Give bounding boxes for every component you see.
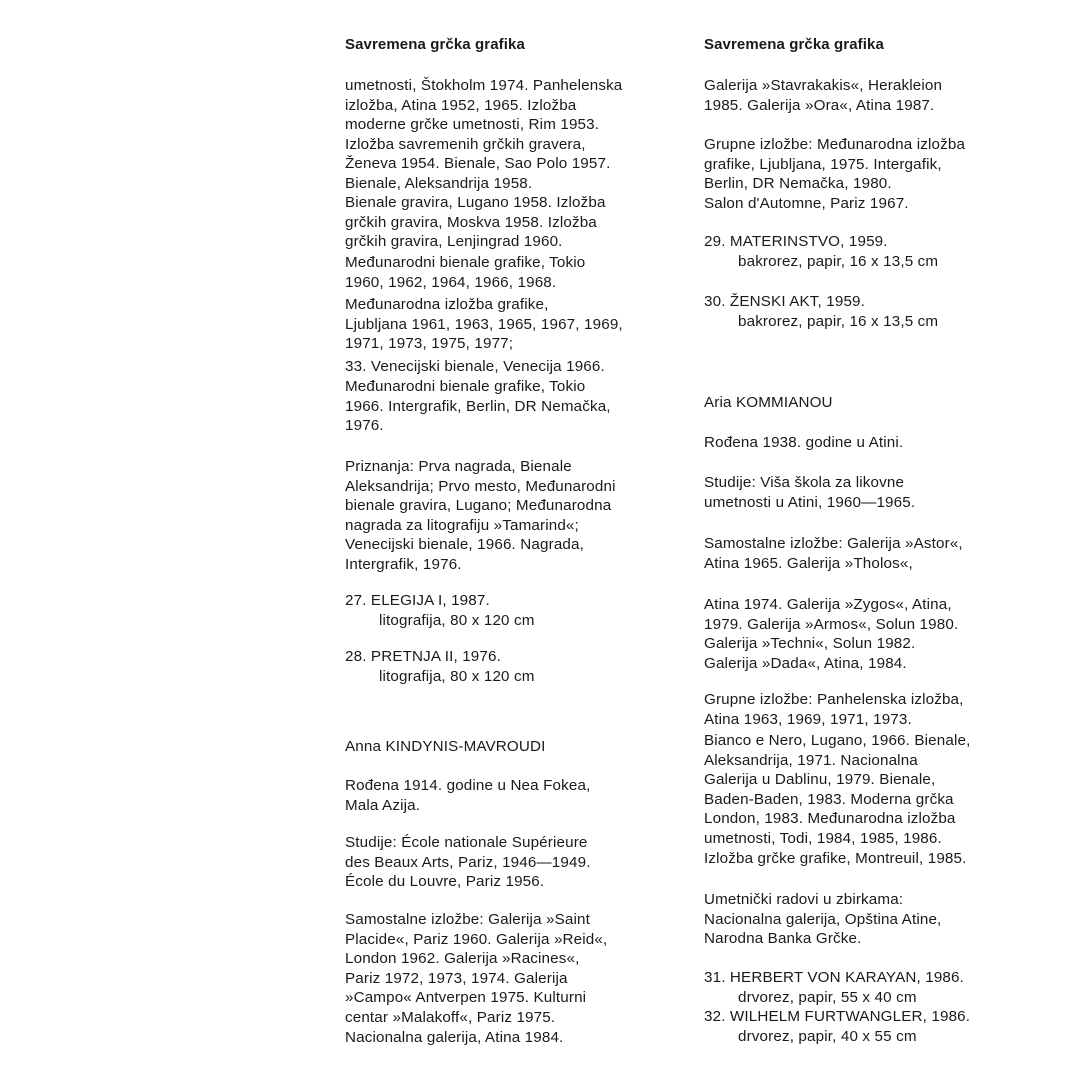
studies-text: Studije: École nationale Supérieure des Beaux Arts, Pariz, 1946—1949. École du Louvre, Pariz 1956. [345,834,591,891]
solo-exhibitions-text: Samostalne izložbe: Galerija »Saint Placide«, Pariz 1960. Galerija »Reid«, London 1962. Galerija »Racines«, Pariz 1972, 1973, 1974. Galerija »Campo« Antverpen 1975. Kulturni centar »Malakoff«, Pariz 1975. Nacionalna galerija, Atina 1984. [345,911,608,1046]
awards-text: Priznanja: Prva nagrada, Bienale Aleksandrija; Prvo mesto, Međunarodni bienale gravira, Lugano; Međunarodna nagrada za litografiju »Tamarind«; Venecijski bienale, 1966. Nagrada, Intergrafik, 1976. [345,458,616,573]
artwork-29: 29. MATERINSTVO, 1959. bakrorez, papir, 16 x 13,5 cm [704,233,939,270]
solo-exhibitions-text-2: Atina 1974. Galerija »Zygos«, Atina, 1979. Galerija »Armos«, Solun 1980. Galerija »Techni«, Solun 1982. Galerija »Dada«, Atina, 1984. [704,596,959,672]
group-exhibitions-text-2: Grupne izložbe: Panhelenska izložba, Atina 1963, 1969, 1971, 1973. [704,691,964,728]
artwork-32: 32. WILHELM FURTWANGLER, 1986. drvorez, papir, 40 x 55 cm [704,1008,971,1045]
exhibitions-text-5: 33. Venecijski bienale, Venecija 1966. [345,358,605,375]
solo-exhibitions-text-1: Samostalne izložbe: Galerija »Astor«, Atina 1965. Galerija »Tholos«, [704,535,963,572]
galleries-text: Galerija »Stavrakakis«, Herakleion 1985. Galerija »Ora«, Atina 1987. [704,77,943,114]
exhibitions-text-6: Međunarodni bienale grafike, Tokio 1966. Intergrafik, Berlin, DR Nemačka, 1976. [345,378,611,435]
artwork-27: 27. ELEGIJA I, 1987. litografija, 80 x 120 cm [345,592,535,629]
birth-text-kommianou: Rođena 1938. godine u Atini. [704,434,904,451]
artwork-31: 31. HERBERT VON KARAYAN, 1986. drvorez, papir, 55 x 40 cm [704,969,964,1006]
exhibitions-text-4: Međunarodna izložba grafike, Ljubljana 1961, 1963, 1965, 1967, 1969, 1971, 1973, 1975, 1977; [345,296,623,353]
group-exhibitions-text-3: Bianco e Nero, Lugano, 1966. Bienale, Aleksandrija, 1971. Nacionalna Galerija u Dablinu, 1979. Bienale, Baden-Baden, 1983. Moderna grčka London, 1983. Međunarodna izložba umetnosti, Todi, 1984, 1985, 1986. Izložba grčke grafike, Montreuil, 1985. [704,732,971,867]
artwork-28: 28. PRETNJA II, 1976. litografija, 80 x 120 cm [345,648,535,685]
artist-name-kommianou: Aria KOMMIANOU [704,394,833,411]
birth-text: Rođena 1914. godine u Nea Fokea, Mala Azija. [345,777,591,814]
exhibitions-text-2: Bienale gravira, Lugano 1958. Izložba grčkih gravira, Moskva 1958. Izložba grčkih gravira, Lenjingrad 1960. [345,194,606,251]
right-running-header: Savremena grčka grafika [704,36,884,53]
left-running-header: Savremena grčka grafika [345,36,525,53]
artist-name-kindynis-mavroudi: Anna KINDYNIS-MAVROUDI [345,738,546,755]
group-exhibitions-text-1: Grupne izložbe: Međunarodna izložba grafike, Ljubljana, 1975. Intergafik, Berlin, DR Nemačka, 1980. Salon d'Automne, Pariz 1967. [704,136,966,212]
exhibitions-text-1: umetnosti, Štokholm 1974. Panhelenska izložba, Atina 1952, 1965. Izložba moderne grčke umetnosti, Rim 1953. Izložba savremenih grčkih gravera, Ženeva 1954. Bienale, Sao Polo 1957. Bienale, Aleksandrija 1958. [345,77,623,192]
studies-text-kommianou: Studije: Viša škola za likovne umetnosti u Atini, 1960—1965. [704,474,916,511]
collections-text: Umetnički radovi u zbirkama: Nacionalna galerija, Opština Atine, Narodna Banka Grčke. [704,891,942,948]
exhibitions-text-3: Međunarodni bienale grafike, Tokio 1960, 1962, 1964, 1966, 1968. [345,254,586,291]
artwork-30: 30. ŽENSKI AKT, 1959. bakrorez, papir, 16 x 13,5 cm [704,293,939,330]
